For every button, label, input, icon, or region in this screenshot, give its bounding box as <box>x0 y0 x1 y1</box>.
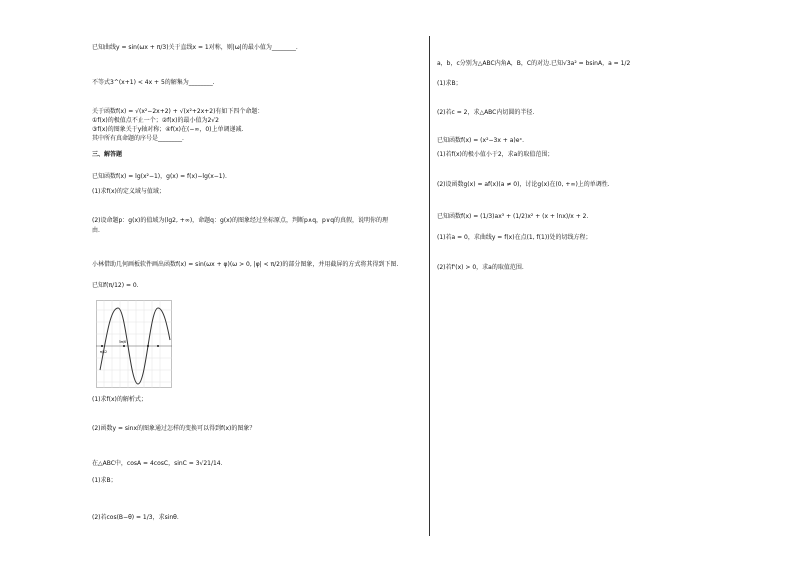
question-5-given: 已知f(π/12) = 0. <box>92 282 139 289</box>
question-2: 不等式3^(x+1) < 4x + 5的解集为________. <box>92 79 215 86</box>
question-3-stem: 关于函数f(x) = √(x²−2x+2) + √(x²+2x+2)有如下四个命题： <box>92 108 264 115</box>
question-8-part-2: (2)设函数g(x) = af(x)(a ≠ 0)，讨论g(x)在(0, +∞)上的单调性. <box>437 181 610 188</box>
graph-label-2: 5π/6 <box>119 340 127 344</box>
question-7-part-2: (2)若c = 2，求△ABC内切圆的半径. <box>437 109 535 116</box>
curve-point <box>147 345 149 347</box>
question-6-stem: 在△ABC中，cosA = 4cosC，sinC = 3√21/14. <box>92 460 223 467</box>
question-6-part-2: (2)若cos(B−θ) = 1/3，求sinθ. <box>92 514 179 521</box>
column-divider <box>429 36 430 536</box>
question-1: 已知曲线y = sin(ωx + π/3)关于直线x = 1对称，则|ω|的最小值为________. <box>92 44 298 51</box>
question-4-part-1: (1)求f(x)的定义域与值域； <box>92 188 165 195</box>
question-5-stem: 小林借助几何画板软件画出函数f(x) = sin(ωx + φ)(ω > 0, |φ| < π/2)的部分图象，并用截屏的方式将其得到下图. <box>92 261 399 268</box>
question-5-part-2: (2)函数y = sinx的图象通过怎样的变换可以得到f(x)的图象？ <box>92 425 256 432</box>
question-4-stem: 已知函数f(x) = lg(x²−1)，g(x) = f(x)−lg(x−1). <box>92 173 227 180</box>
question-7-part-1: (1)求B； <box>437 80 462 87</box>
question-9-stem: 已知函数f(x) = (1/3)ax³ + (1/2)x² + (x + lnx)/x + 2. <box>437 213 589 220</box>
question-8-stem: 已知函数f(x) = (x²−3x + a)eˣ. <box>437 137 525 144</box>
sine-graph-figure <box>96 300 172 388</box>
question-7-stem: a，b，c分别为△ABC内角A，B，C的对边.已知√3a² = bsinA，a = 1/2 <box>437 60 631 67</box>
question-3-line-2: ①f(x)的极值点不止一个；②f(x)的最小值为2√2 <box>92 117 219 124</box>
question-8-part-1: (1)若f(x)的极小值小于2，求a的取值范围； <box>437 151 554 158</box>
question-9-part-1: (1)若a = 0，求曲线y = f(x)在点(1, f(1))处的切线方程； <box>437 234 592 241</box>
question-6-part-1: (1)求B； <box>92 477 117 484</box>
question-5-part-1: (1)求f(x)的解析式； <box>92 396 147 403</box>
section-heading: 三、解答题 <box>92 151 123 158</box>
question-4-part-2: (2)设命题p：g(x)的值域为(lg2, +∞)，命题q：g(x)的图象经过坐标原点，判断p∧q，p∨q的真假，说明你的理 <box>92 217 389 224</box>
question-3-line-3: ③f(x)的图象关于y轴对称；④f(x)在(−∞，0)上单调递减. <box>92 126 244 133</box>
graph-frame <box>97 301 172 388</box>
curve-point <box>123 345 125 347</box>
question-4-part-2-cont: 由. <box>92 227 100 234</box>
question-9-part-2: (2)若f'(x) > 0，求a的取值范围. <box>437 264 524 271</box>
graph-label-1: π/12 <box>100 350 108 354</box>
question-3-line-4: 其中所有真命题的序号是________. <box>92 135 184 142</box>
curve-point <box>101 345 103 347</box>
curve-point <box>157 345 159 347</box>
